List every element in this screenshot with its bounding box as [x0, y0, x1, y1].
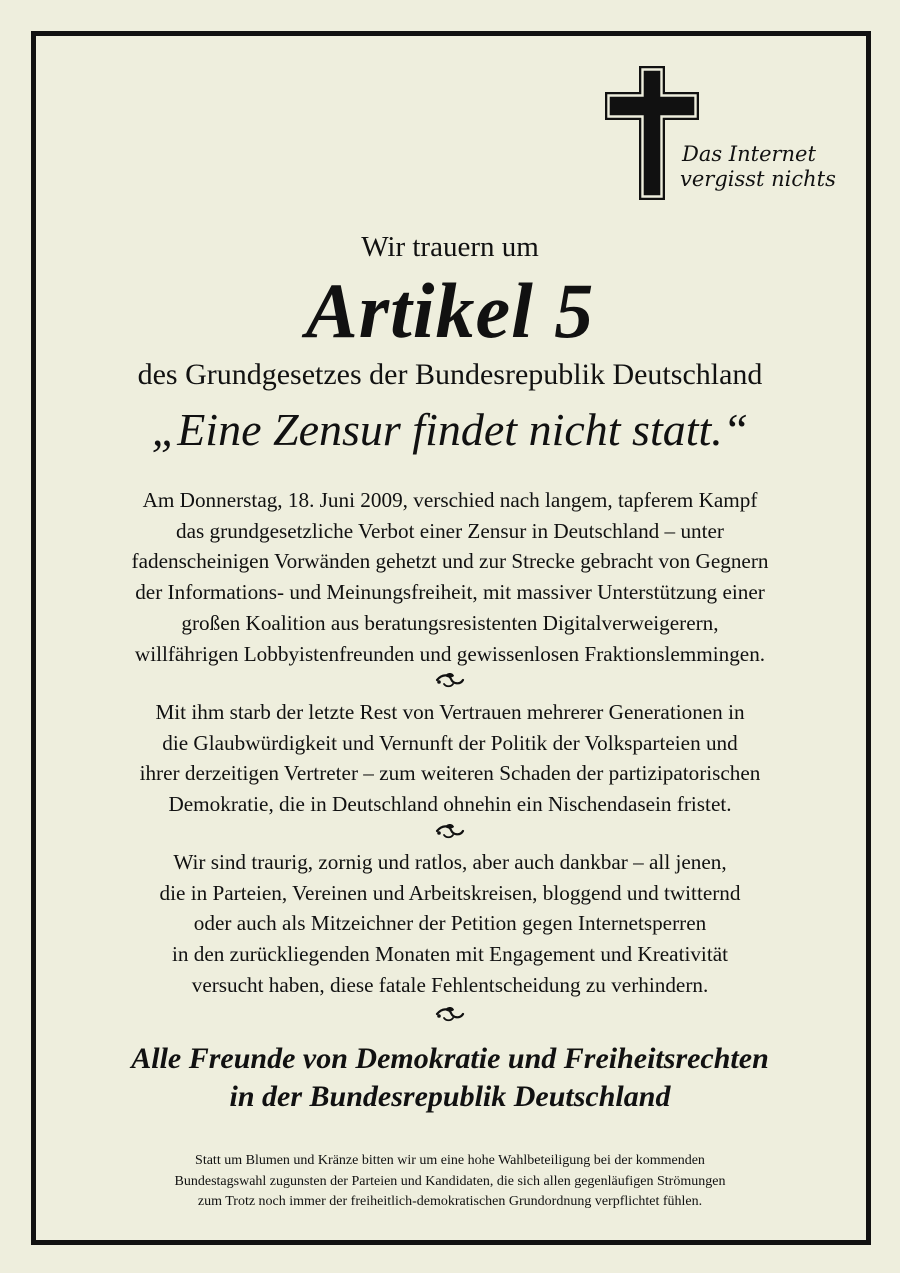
paragraph-line: fadenscheinigen Vorwänden gehetzt und zur Strecke gebracht von Gegnern	[131, 549, 769, 574]
paragraph-line: das grundgesetzliche Verbot einer Zensur in Deutschland – unter	[176, 518, 724, 543]
footnote-line: zum Trotz noch immer der freiheitlich-demokratischen Grundordnung verpflichtet fühlen.	[197, 1194, 703, 1209]
paragraph-line: oder auch als Mitzeichner der Petition gegen Internetsperren	[193, 911, 707, 936]
intro-line: Wir trauern um	[361, 231, 539, 263]
paragraph-2	[40, 697, 860, 820]
footnote-line: Statt um Blumen und Kränze bitten wir um eine hohe Wahlbeteiligung bei der kommenden	[195, 1153, 705, 1168]
signers-line-1: Alle Freunde von Demokratie und Freiheitsrechten	[131, 1042, 769, 1075]
paragraph-line: die in Parteien, Vereinen und Arbeitskreisen, bloggend und twitternd	[159, 880, 741, 905]
page-subtitle: des Grundgesetzes der Bundesrepublik Deutschland	[137, 358, 763, 391]
paragraph-line: der Informations- und Meinungsfreiheit, mit massiver Unterstützung einer	[135, 580, 765, 605]
motto-line-1: Das Internet	[682, 142, 816, 166]
motto-line-2: vergisst nichts	[680, 167, 836, 191]
motto	[680, 142, 840, 192]
article-quote: „Eine Zensur findet nicht statt.“	[151, 404, 749, 455]
paragraph-line: großen Koalition aus beratungsresistenten Digitalverweigerern,	[181, 610, 719, 635]
paragraph-line: willfährigen Lobbyistenfreunden und gewissenlosen Fraktionslemmingen.	[134, 641, 766, 666]
paragraph-line: in den zurückliegenden Monaten mit Engagement und Kreativität	[172, 942, 728, 967]
paragraph-line: Mit ihm starb der letzte Rest von Vertrauen mehrerer Generationen in	[155, 700, 745, 724]
paragraph-1	[40, 485, 860, 669]
page-title: Artikel 5	[305, 267, 595, 354]
signers-line-2: in der Bundesrepublik Deutschland	[229, 1080, 671, 1113]
paragraph-line: ihrer derzeitigen Vertreter – zum weiteren Schaden der partizipatorischen	[139, 761, 761, 786]
paragraph-line: Am Donnerstag, 18. Juni 2009, verschied nach langem, tapferem Kampf	[142, 488, 758, 512]
footnote	[40, 1151, 860, 1213]
paragraph-line: versucht haben, diese fatale Fehlentscheidung zu verhindern.	[191, 972, 709, 997]
fleuron-ornament-icon	[434, 822, 466, 840]
paragraph-line: die Glaubwürdigkeit und Vernunft der Politik der Volksparteien und	[162, 730, 738, 755]
signers	[40, 1040, 860, 1116]
fleuron-ornament-icon	[434, 1005, 466, 1023]
footnote-line: Bundestagswahl zugunsten der Parteien und Kandidaten, die sich allen gegenläufigen Strömungen	[174, 1173, 726, 1189]
fleuron-ornament-icon	[434, 671, 466, 689]
paragraph-3	[40, 847, 860, 1001]
paragraph-line: Wir sind traurig, zornig und ratlos, aber auch dankbar – all jenen,	[173, 850, 727, 874]
paragraph-line: Demokratie, die in Deutschland ohnehin ein Nischendasein fristet.	[168, 792, 732, 817]
